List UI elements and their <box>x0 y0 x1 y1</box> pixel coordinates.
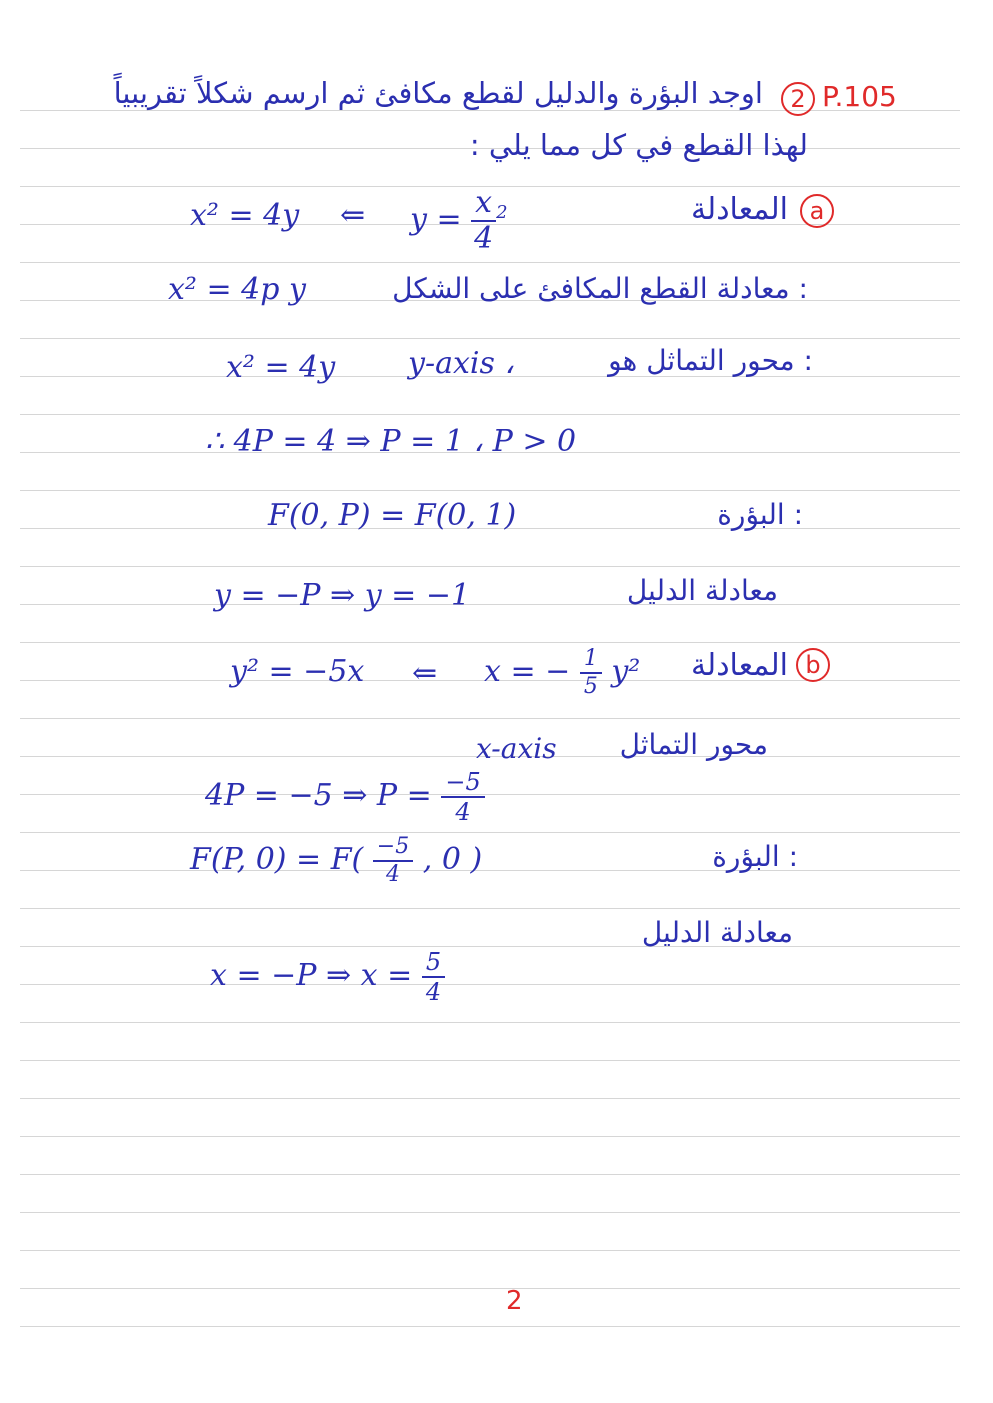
focus-label: : البؤرة <box>717 498 803 531</box>
rule-line <box>20 832 960 833</box>
fraction <box>422 950 445 1004</box>
fraction-denominator: 4 <box>425 978 442 1006</box>
rule-line <box>20 1136 960 1137</box>
p-solution: ∴ 4P = 4 ⇒ P = 1 ، P > 0 <box>205 424 577 459</box>
rule-line <box>20 414 960 415</box>
rule-line <box>20 1098 960 1099</box>
p-solution <box>205 770 485 824</box>
directrix-label: معادلة الدليل <box>626 574 778 607</box>
fraction-numerator: −5 <box>373 836 413 862</box>
rule-line <box>20 262 960 263</box>
fraction-numerator: x <box>471 188 496 222</box>
rule-line <box>20 1288 960 1289</box>
focus-text-right: , 0 ) <box>422 842 483 877</box>
part-b-equation-right <box>484 648 640 698</box>
implies-arrow: ⇐ <box>412 656 438 691</box>
directrix-equation <box>210 950 445 1004</box>
page-number: 2 <box>506 1286 523 1316</box>
part-b-badge: b <box>796 648 830 682</box>
fraction <box>580 648 602 698</box>
implies-arrow: ⇐ <box>340 198 366 233</box>
part-b-title: المعادلة <box>690 648 788 683</box>
rule-line <box>20 908 960 909</box>
part-a-equation-right <box>410 185 508 256</box>
rule-line <box>20 984 960 985</box>
rule-line <box>20 1022 960 1023</box>
part-a-badge: a <box>800 194 834 228</box>
fraction-numerator: −5 <box>441 770 484 798</box>
rule-line <box>20 718 960 719</box>
fraction-numerator: 1 <box>580 648 602 674</box>
directrix-text: x = −P ⇒ x = <box>210 958 413 993</box>
instruction-line-1: اوجد البؤرة والدليل لقطع مكافئ ثم ارسم شكلاً تقريبياً <box>113 76 763 110</box>
rule-line <box>20 338 960 339</box>
axis-label: : محور التماثل هو <box>608 344 813 377</box>
rule-line <box>20 1250 960 1251</box>
problem-number-badge: 2 <box>781 82 815 116</box>
equation-prefix: y = <box>410 202 462 237</box>
rule-line <box>20 110 960 111</box>
fraction-denominator: 4 <box>385 862 400 887</box>
rule-line <box>20 794 960 795</box>
rule-line <box>20 604 960 605</box>
fraction-denominator: 4 <box>474 221 494 256</box>
focus-label: : البؤرة <box>712 840 798 873</box>
rule-line <box>20 1060 960 1061</box>
rule-line <box>20 870 960 871</box>
equation-prefix: x = − <box>484 654 571 689</box>
axis-value: y-axis ، <box>408 346 515 381</box>
standard-form-label: : معادلة القطع المكافئ على الشكل <box>392 272 808 305</box>
directrix-label: معادلة الدليل <box>641 916 793 949</box>
part-a-title: المعادلة <box>690 192 788 227</box>
rule-line <box>20 1326 960 1327</box>
focus-equation: F(0, P) = F(0, 1) <box>268 498 517 533</box>
axis-equation: x² = 4y <box>226 350 336 385</box>
axis-value: x-axis <box>476 732 557 765</box>
equation-suffix: y² <box>611 654 641 689</box>
part-b-equation-left: y² = −5x <box>230 654 365 689</box>
focus-equation <box>190 836 482 886</box>
rule-line <box>20 946 960 947</box>
part-a-equation-left: x² = 4y <box>190 198 300 233</box>
standard-form-equation: x² = 4p y <box>168 272 306 307</box>
fraction-denominator: 5 <box>583 674 598 699</box>
directrix-equation: y = −P ⇒ y = −1 <box>214 578 471 613</box>
rule-line <box>20 566 960 567</box>
rule-line <box>20 1174 960 1175</box>
page-reference: P.105 <box>822 80 897 113</box>
fraction <box>373 836 413 886</box>
focus-text-left: F(P, 0) = F( <box>190 842 364 877</box>
rule-line <box>20 490 960 491</box>
rule-line <box>20 1212 960 1213</box>
fraction-numerator: 5 <box>422 950 445 978</box>
fraction <box>471 185 496 256</box>
axis-label: محور التماثل <box>619 728 768 761</box>
rule-line <box>20 642 960 643</box>
p-solution-text: 4P = −5 ⇒ P = <box>205 778 432 813</box>
fraction-denominator: 4 <box>455 798 471 826</box>
fraction <box>441 770 484 824</box>
exponent: 2 <box>496 202 508 223</box>
instruction-line-2: لهذا القطع في كل مما يلي : <box>469 128 808 162</box>
